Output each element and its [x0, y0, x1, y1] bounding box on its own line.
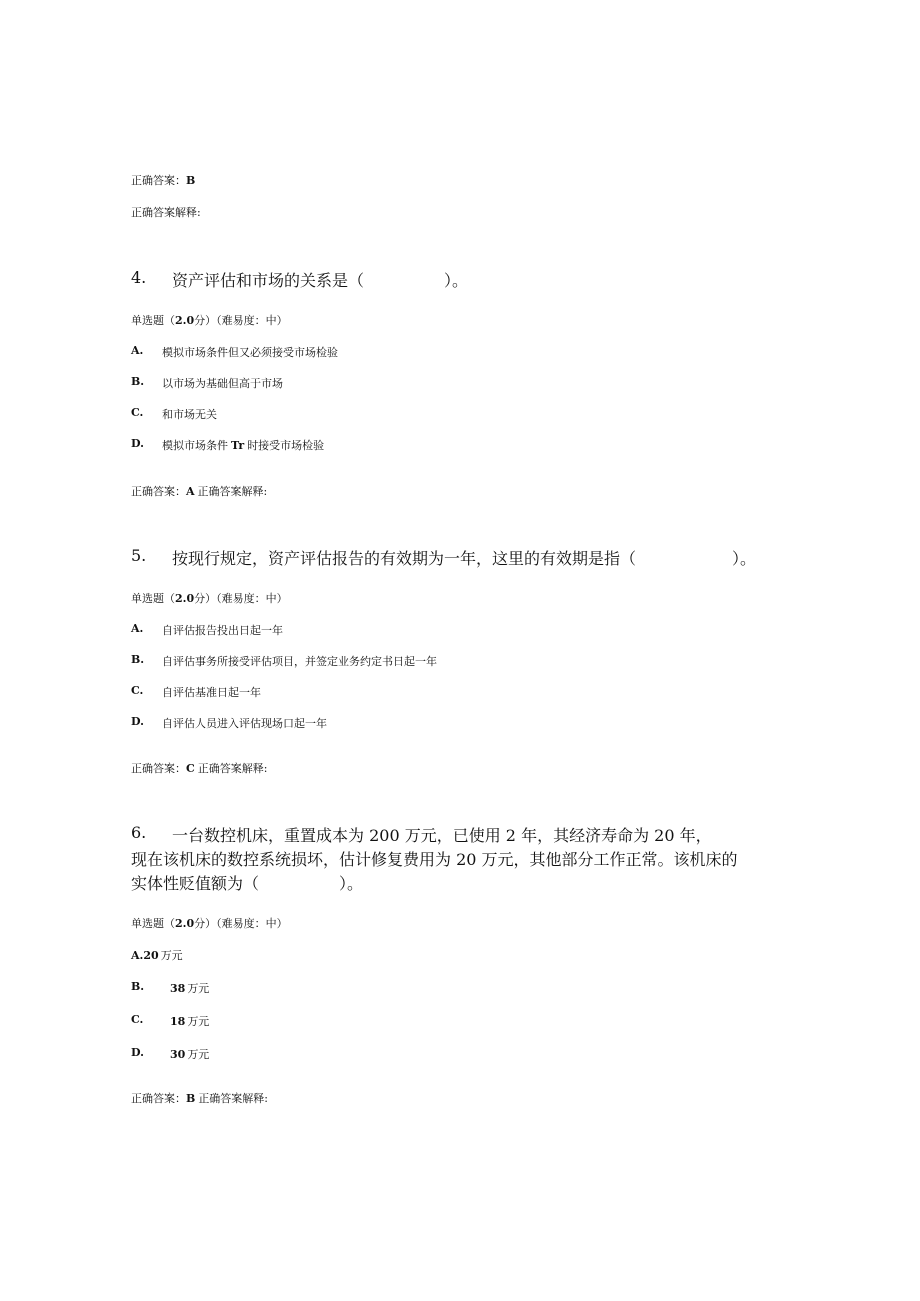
option-value: 20 — [143, 949, 159, 962]
answer-value: A — [186, 485, 195, 498]
option-text: 模拟市场条件但又必须接受市场检验 — [162, 346, 338, 359]
answer-line: 正确答案：B 正确答案解释: — [131, 1092, 269, 1105]
prev-answer — [131, 172, 195, 188]
question-stem-line-1: 一台数控机床，重置成本为 200 万元，已使用 2 年，其经济寿命为 20 年， — [172, 826, 712, 845]
question-meta: 单选题（2.0分）（难易度：中） — [131, 917, 288, 930]
option-letter: B. — [131, 375, 145, 388]
question-stem: 资产评估和市场的关系是（ ）。 — [172, 271, 469, 290]
option-letter: C. — [131, 406, 144, 419]
option-a[interactable] — [131, 947, 183, 963]
answer-value: B — [186, 174, 196, 187]
option-unit: 万元 — [160, 949, 183, 962]
option-text: 模拟市场条件 Tr 时接受市场检验 — [162, 439, 325, 452]
answer-value: C — [186, 762, 195, 775]
option-letter: B. — [131, 653, 145, 666]
option-letter: D. — [131, 437, 144, 450]
option-text: 自评估基准日起一年 — [162, 686, 261, 699]
option-letter: A. — [131, 344, 144, 357]
prev-explain: 正确答案解释: — [131, 206, 201, 219]
option-letter: D. — [131, 1046, 144, 1059]
option-unit: 万元 — [187, 1015, 210, 1028]
answer-label: 正确答案： — [131, 174, 186, 187]
option-text: 自评估报告投出日起一年 — [162, 624, 283, 637]
answer-value: B — [186, 1092, 196, 1105]
option-value: 30 — [170, 1048, 186, 1061]
option-unit: 万元 — [187, 982, 210, 995]
question-number: 4. — [131, 268, 147, 287]
option-text: 自评估人员进入评估现场口起一年 — [162, 717, 327, 730]
option-letter: C. — [131, 1013, 144, 1026]
answer-line: 正确答案：A 正确答案解释: — [131, 485, 268, 498]
option-value: 38 — [170, 982, 186, 995]
option-letter: D. — [131, 715, 144, 728]
question-stem: 按现行规定，资产评估报告的有效期为一年，这里的有效期是指（ ）。 — [172, 549, 757, 568]
option-letter: A. — [131, 949, 144, 962]
option-text: 和市场无关 — [162, 408, 217, 421]
question-stem-line-2: 现在该机床的数控系统损坏，估计修复费用为 20 万元，其他部分工作正常。该机床的 — [131, 850, 738, 869]
option-value: 18 — [170, 1015, 186, 1028]
option-letter: B. — [131, 980, 145, 993]
option-text: 以市场为基础但高于市场 — [162, 377, 283, 390]
question-meta: 单选题（2.0分）（难易度：中） — [131, 592, 288, 605]
option-unit: 万元 — [187, 1048, 210, 1061]
option-letter: A. — [131, 622, 144, 635]
question-number: 5. — [131, 546, 147, 565]
option-letter: C. — [131, 684, 144, 697]
question-stem-line-3: 实体性贬值额为（ ）。 — [131, 874, 364, 893]
answer-line: 正确答案：C 正确答案解释: — [131, 762, 268, 775]
question-number: 6. — [131, 823, 147, 842]
option-text: 自评估事务所接受评估项目，并签定业务约定书日起一年 — [162, 655, 437, 668]
question-meta: 单选题（2.0分）（难易度：中） — [131, 314, 288, 327]
